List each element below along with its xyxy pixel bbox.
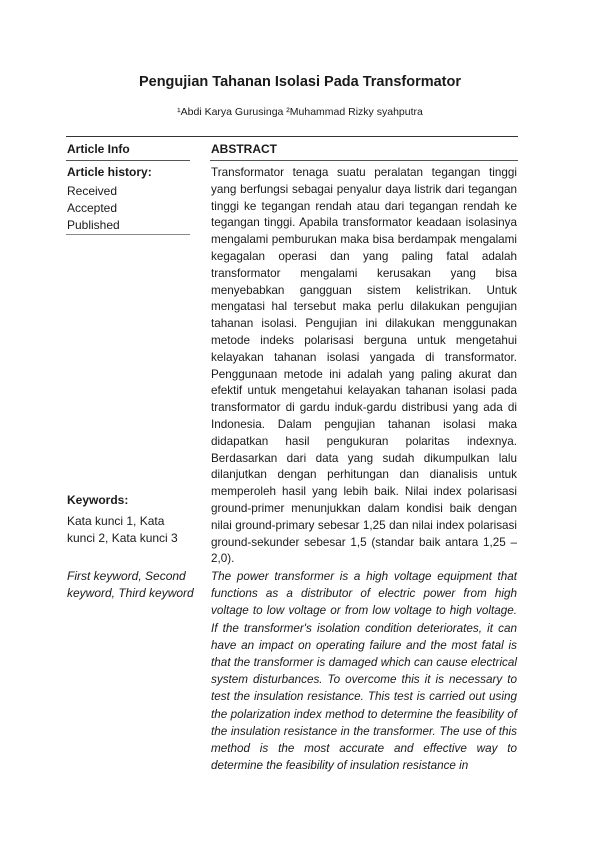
article-info-divider (66, 160, 190, 161)
history-received: Received (67, 184, 118, 198)
abstract-divider (210, 160, 518, 161)
history-divider (66, 234, 190, 235)
history-accepted: Accepted (67, 201, 118, 215)
article-history-list (67, 183, 191, 234)
paper-title: Pengujian Tahanan Isolasi Pada Transformator (138, 74, 462, 90)
keywords-heading: Keywords: (67, 493, 129, 507)
keywords-indonesian: Kata kunci 1, Kata kunci 2, Kata kunci 3 (67, 514, 178, 545)
abstract-indonesian-text: Transformator tenaga suatu peralatan tegangan tinggi yang berfungsi sebagai penyalur daya listrik dari tegangan tinggi ke tegangan rendah atau dari tegangan rendah ke tegangan tinggi. Apabila transformator keadaan isolasinya mengalami pemburukan maka bisa berdampak mengalami kegagalan operasi dan yang paling fatal adalah transformator mengalami kerusakan yang bisa menyebabkan gangguan sistem kelistrikan. Untuk mengatasi hal tersebut maka perlu dilakukan pengujian tahanan isolasi. Pengujian ini dilakukan menggunakan metode indeks polarisasi berguna untuk mengetahui kelayakan tahanan isolasi yangada di transformator. Penggunaan metode ini adalah yang paling akurat dan efektif untuk mengetahui kelayakan tahanan isolasi pada transformator di gardu induk-gardu distribusi yang ada di Indonesia. Dalam pengujian tahanan isolasi maka didapatkan hasil pengukuran polaritas indexnya. Berdasarkan dari data yang sudah dikumpulkan lalu dilanjutkan dengan perhitungan dan dianalisis untuk memperoleh hasil yang lebih baik. Nilai index polarisasi ground-primer menunjukkan dalam kondisi baik dengan nilai ground-primary sebesar 1,25 dan nilai index polarisasi ground-sekunder sebesar 1,5 (standar baik antara 1,25 – 2,0). (211, 166, 517, 566)
abstract-indonesian (211, 165, 517, 568)
abstract-heading: ABSTRACT (211, 142, 277, 156)
abstract-english-text: The power transformer is a high voltage equipment that functions as a distributor of electric power from high voltage to low voltage or from low voltage to high voltage. If the transformer's isolation condition deteriorates, it can have an impact on operating failure and the most fatal is that the transformer is damaged which can cause electrical system disturbances. To overcome this it is necessary to test the insulation resistance. This test is carried out using the polarization index method to determine the feasibility of the insulation resistance in the transformer. The use of this method is the most accurate and effective way to determine the feasibility of insulation resistance in (211, 570, 517, 773)
article-info-heading: Article Info (67, 142, 130, 156)
article-history-heading: Article history: (67, 165, 152, 179)
keywords-english: First keyword, Second keyword, Third keyword (67, 569, 194, 600)
top-divider (66, 136, 518, 137)
author-list: ¹Abdi Karya Gurusinga ²Muhammad Rizky syahputra (177, 106, 423, 118)
abstract-english (211, 568, 517, 774)
history-published: Published (67, 218, 120, 232)
